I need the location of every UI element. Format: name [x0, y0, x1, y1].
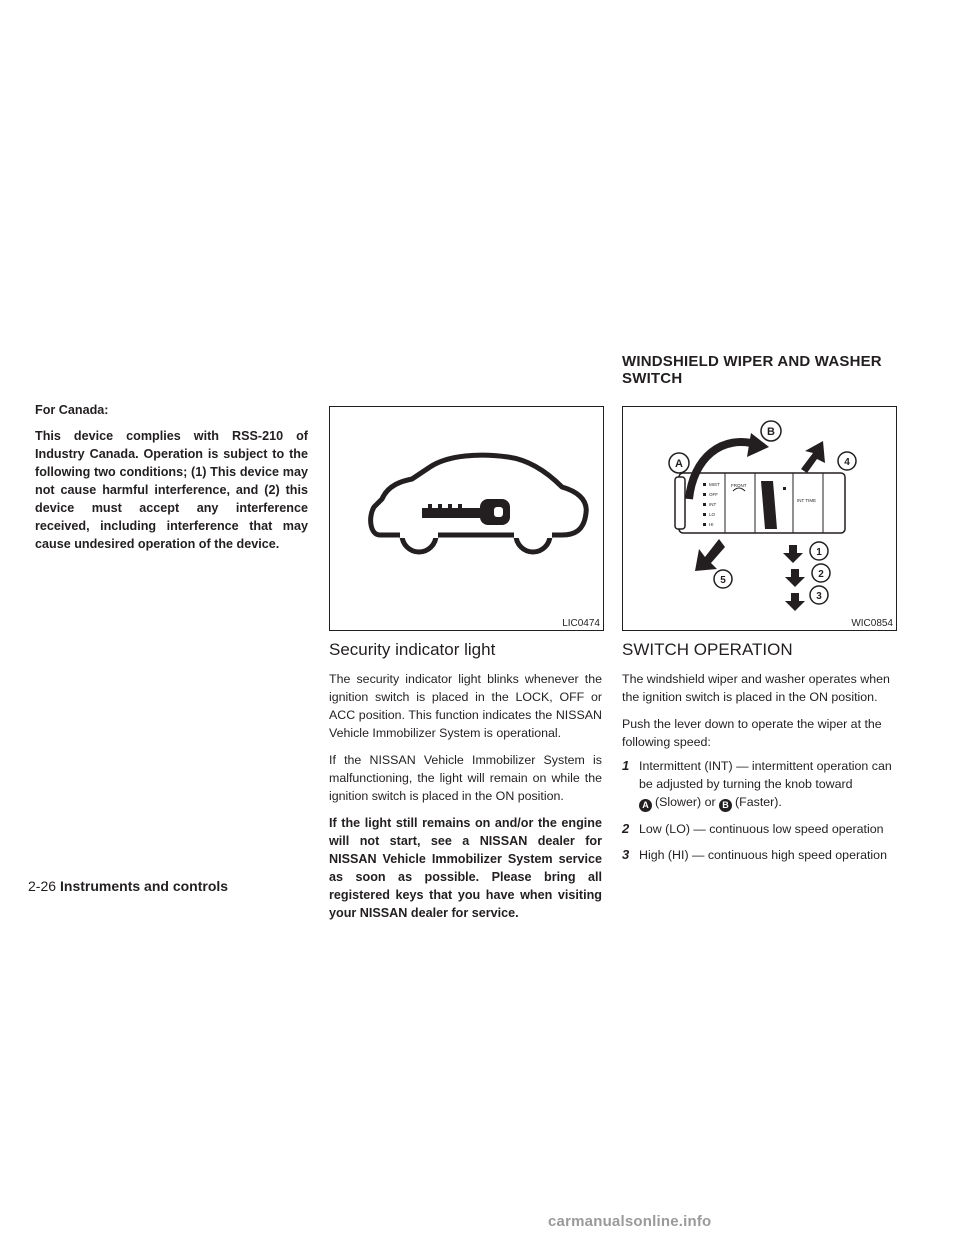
left-column: [35, 401, 308, 553]
label-hi: HI: [709, 522, 714, 527]
callout-1: [810, 542, 828, 560]
security-para-1: The security indicator light blinks whenever the ignition switch is placed in the LOCK, OFF or ACC position. This function indicates the NISSAN Vehicle Immobilizer System is operational.: [329, 672, 602, 740]
wiper-figure: [622, 406, 897, 631]
label-lo: LO: [709, 512, 716, 517]
switch-operation-heading: SWITCH OPERATION: [622, 640, 793, 659]
watermark: carmanualsonline.info: [548, 1213, 712, 1230]
callout-5: [714, 570, 732, 588]
callout-3-text: 3: [816, 591, 822, 602]
page-number: 2-26: [28, 878, 57, 894]
security-para-2: If the NISSAN Vehicle Immobilizer System is malfunctioning, the light will remain on while the ignition switch is placed in the ON position.: [329, 753, 602, 803]
item-number: 2: [622, 821, 630, 836]
item-text: Low (LO) — continuous low speed operation: [639, 822, 884, 836]
callout-3: [810, 586, 828, 604]
item-number: 3: [622, 847, 630, 862]
section-title: WINDSHIELD WIPER AND WASHER SWITCH: [622, 353, 882, 387]
callout-2-text: 2: [818, 569, 824, 580]
label-off: OFF: [709, 492, 718, 497]
security-para-3: If the light still remains on and/or the engine will not start, see a NISSAN dealer for NISSAN Vehicle Immobilizer System service as soon as possible. Please bring all registered keys that you have when visiting your NISSAN dealer for service.: [329, 816, 602, 920]
item-text-c: (Faster).: [735, 795, 782, 809]
list-item: [622, 757, 895, 812]
switch-para-2: Push the lever down to operate the wiper at the following speed:: [622, 717, 882, 749]
label-mist: MIST: [709, 482, 720, 487]
callout-b: [761, 421, 781, 441]
callout-b-text: B: [767, 426, 775, 438]
item-text: High (HI) — continuous high speed operation: [639, 848, 887, 862]
list-item: [622, 820, 895, 838]
callout-5-text: 5: [720, 575, 726, 586]
callout-a-text: A: [675, 458, 683, 470]
callout-1-text: 1: [816, 547, 822, 558]
page-footer: [28, 878, 228, 894]
middle-column: [329, 640, 602, 922]
car-key-icon: [330, 407, 603, 630]
chapter-title: Instruments and controls: [60, 878, 229, 894]
callout-4: [838, 452, 856, 470]
item-text-a: Intermittent (INT) — intermittent operation can be adjusted by turning the knob toward: [639, 759, 892, 791]
canada-heading: For Canada:: [35, 403, 109, 417]
callout-a: [669, 453, 689, 473]
label-int: INT: [709, 502, 717, 507]
figure-label: LIC0474: [562, 618, 600, 629]
switch-para-1: The windshield wiper and washer operates when the ignition switch is placed in the ON position.: [622, 672, 890, 704]
callout-2: [812, 564, 830, 582]
callout-a-ref: A: [639, 799, 652, 812]
label-front: FRONT: [731, 483, 747, 488]
callout-b-ref: B: [719, 799, 732, 812]
canada-text: This device complies with RSS-210 of Industry Canada. Operation is subject to the following two conditions; (1) This device may not cause harmful interference, and (2) this device must accept any interference received, including interference that may cause undesired operation of the device.: [35, 429, 308, 551]
right-column: [622, 640, 895, 864]
label-int-time: INT TIME: [797, 498, 817, 503]
figure-label: WIC0854: [851, 618, 893, 629]
list-item: [622, 846, 895, 864]
immobilizer-figure: [329, 406, 604, 631]
item-number: 1: [622, 758, 630, 773]
callout-4-text: 4: [844, 457, 850, 468]
security-heading: Security indicator light: [329, 640, 496, 659]
item-text-b: (Slower) or: [655, 795, 716, 809]
wiper-switch-diagram: [623, 407, 896, 630]
